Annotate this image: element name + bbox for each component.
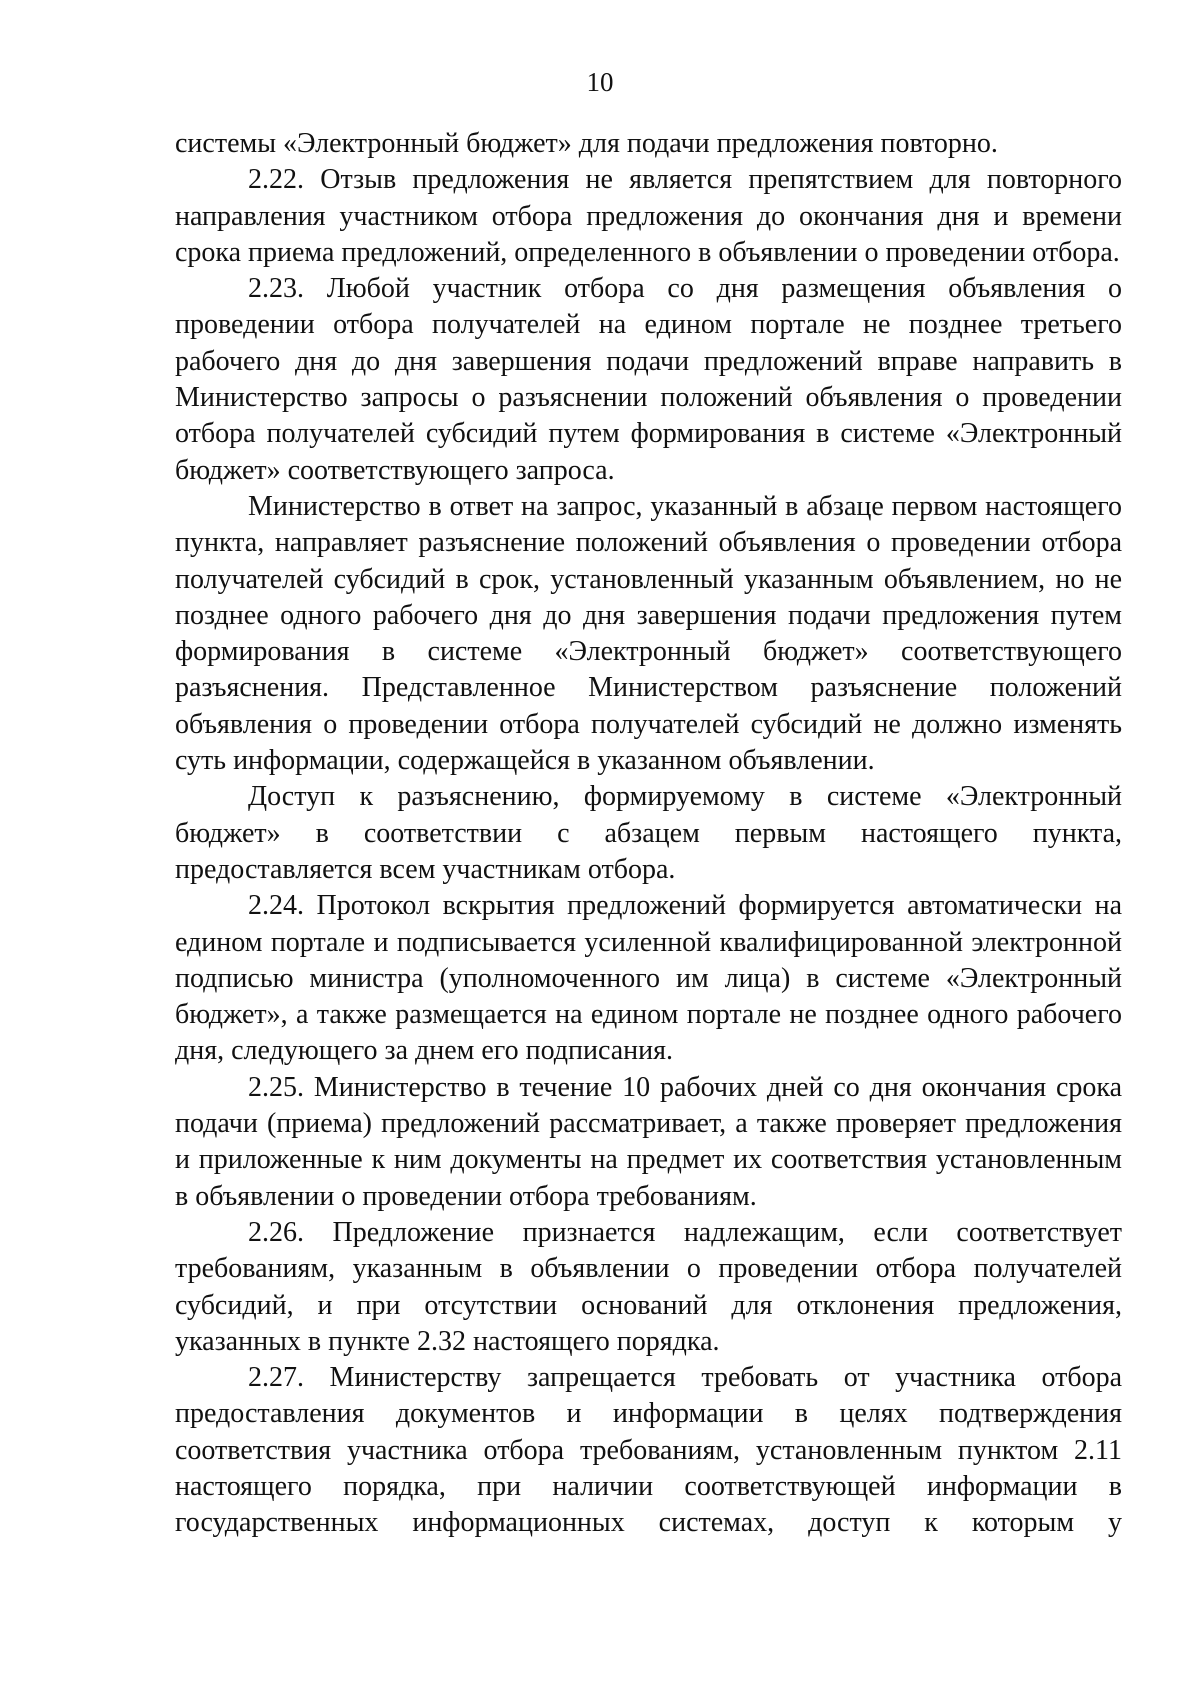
paragraph-2-25: 2.25. Министерство в течение 10 рабочих дней со дня окончания срока подачи (приема) предложений рассматривает, а также проверяет предложения и приложенные к ним документы на предмет их соответствия установленным в объявлении о проведении отбора требованиям.	[175, 1071, 1122, 1212]
paragraph-2-23-third: Доступ к разъяснению, формируемому в системе «Электронный бюджет» в соответствии с абзацем первым настоящего пункта, предоставляется всем участникам отбора.	[175, 781, 1122, 885]
page-number: 10	[586, 67, 614, 97]
paragraph-continuation: системы «Электронный бюджет» для подачи предложения повторно.	[175, 128, 998, 159]
paragraph-2-23: 2.23. Любой участник отбора со дня размещения объявления о проведении отбора получателей на едином портале не позднее третьего рабочего дня до дня завершения подачи предложений вправе направить в Министерство запросы о разъяснении положений объявления о проведении отбора получателей субсидий путем формирования в системе «Электронный бюджет» соответствующего запроса.	[175, 273, 1122, 486]
paragraph-2-27: 2.27. Министерству запрещается требовать от участника отбора предоставления документов и информации в целях подтверждения соответствия участника отбора требованиям, установленным пунктом 2.11 настоящего порядка, при наличии соответствующей информации в государственных информационных системах, доступ к которым у	[175, 1362, 1122, 1539]
paragraph-2-24: 2.24. Протокол вскрытия предложений формируется автоматически на едином портале и подписывается усиленной квалифицированной электронной подписью министра (уполномоченного им лица) в системе «Электронный бюджет», а также размещается на едином портале не позднее одного рабочего дня, следующего за днем его подписания.	[175, 890, 1122, 1067]
paragraph-2-23-second: Министерство в ответ на запрос, указанный в абзаце первом настоящего пункта, направляет разъяснение положений объявления о проведении отбора получателей субсидий в срок, установленный указанным объявлением, но не позднее одного рабочего дня до дня завершения подачи предложения путем формирования в системе «Электронный бюджет» соответствующего разъяснения. Представленное Министерством разъяснение положений объявления о проведении отбора получателей субсидий не должно изменять суть информации, содержащейся в указанном объявлении.	[175, 490, 1122, 777]
paragraph-2-26: 2.26. Предложение признается надлежащим, если соответствует требованиям, указанным в объявлении о проведении отбора получателей субсидий, и при отсутствии оснований для отклонения предложения, указанных в пункте 2.32 настоящего порядка.	[175, 1216, 1122, 1357]
paragraph-2-22: 2.22. Отзыв предложения не является препятствием для повторного направления участником отбора предложения до окончания дня и времени срока приема предложений, определенного в объявлении о проведении отбора.	[175, 164, 1122, 268]
document-body	[175, 126, 1122, 1542]
